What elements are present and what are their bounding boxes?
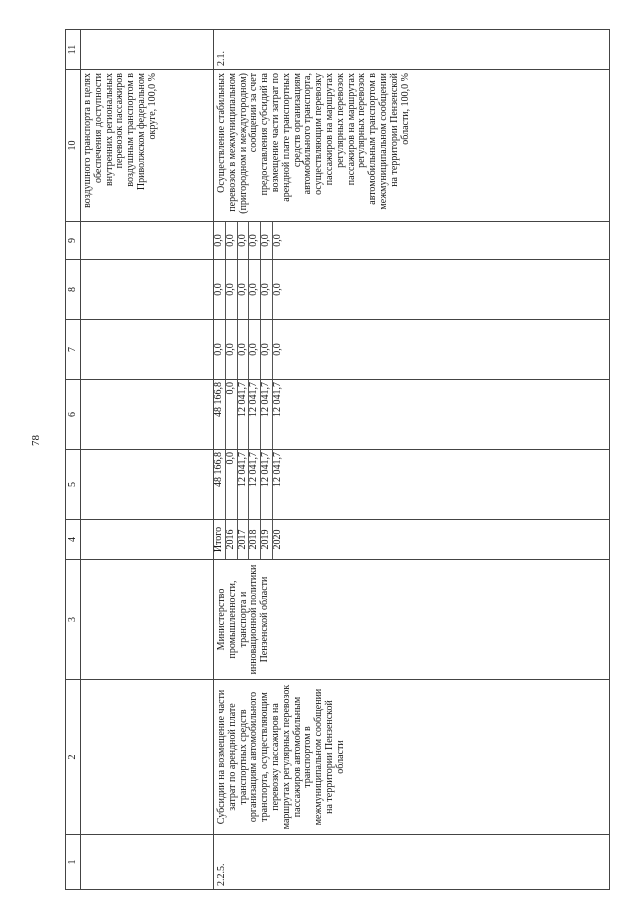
- year-2020: 2020: [271, 529, 283, 550]
- col-num-8: 8: [66, 260, 81, 320]
- total-value: 12 041,7: [271, 452, 283, 487]
- regional-value: 12 041,7: [261, 380, 273, 449]
- col-num-5: 5: [66, 450, 81, 520]
- federal-value: 0,0: [214, 320, 226, 379]
- year-2017: 2017: [238, 520, 250, 559]
- col-num-1: 1: [66, 835, 81, 890]
- federal-value: 0,0: [249, 320, 261, 379]
- years-cell: [214, 520, 610, 560]
- year-2018: 2018: [249, 520, 261, 559]
- other-sources-cell: [214, 222, 610, 260]
- other-value: 0,0: [271, 234, 283, 247]
- regional-value: 48 166,8: [214, 380, 226, 449]
- total-value: 12 041,7: [238, 450, 250, 519]
- regional-value: 0,0: [226, 380, 238, 449]
- local-value: 0,0: [238, 260, 250, 319]
- regional-value: 12 041,7: [249, 380, 261, 449]
- local-value: 0,0: [226, 260, 238, 319]
- col-num-6: 6: [66, 380, 81, 450]
- federal-value: 0,0: [226, 320, 238, 379]
- continued-result-text: воздушного транспорта в целях обеспечения доступности внутренних региональных перевозок пассажиров воздушным транспортом в Приволжском федеральном округе, 100,0 %: [81, 70, 214, 222]
- local-value: 0,0: [271, 283, 283, 296]
- other-value: 0,0: [261, 222, 273, 259]
- other-value: 0,0: [226, 222, 238, 259]
- local-value: 0,0: [214, 260, 226, 319]
- year-2019: 2019: [261, 520, 273, 559]
- total-value: 48 166,8: [214, 450, 226, 519]
- table-row: [214, 30, 610, 890]
- col-num-11: 11: [66, 30, 81, 70]
- federal-value: 0,0: [261, 320, 273, 379]
- federal-budget-cell: [214, 320, 610, 380]
- col-num-10: 10: [66, 70, 81, 222]
- local-value: 0,0: [249, 260, 261, 319]
- continued-row: [81, 30, 214, 890]
- col-num-2: 2: [66, 680, 81, 835]
- executor: Министерство промышленности, транспорта и инновационной политики Пензенской области: [214, 560, 610, 680]
- col-num-9: 9: [66, 222, 81, 260]
- item-number: 2.2.5.: [214, 835, 610, 890]
- other-value: 0,0: [238, 222, 250, 259]
- total-value: 0,0: [226, 450, 238, 519]
- other-value: 0,0: [214, 222, 226, 259]
- other-value: 0,0: [249, 222, 261, 259]
- year-2016: 2016: [226, 520, 238, 559]
- regional-value: 12 041,7: [238, 380, 250, 449]
- year-total: Итого: [214, 520, 226, 559]
- col-num-4: 4: [66, 520, 81, 560]
- regional-value: 12 041,7: [271, 382, 283, 417]
- program-table: [65, 29, 610, 890]
- federal-value: 0,0: [271, 343, 283, 356]
- funding-total-cell: [214, 450, 610, 520]
- indicator-ref: 2.1.: [214, 30, 610, 70]
- col-num-7: 7: [66, 320, 81, 380]
- expected-result: Осуществление стабильных перевозок в межмуниципальном (пригородном и междугородном) сообщении за счет предоставления субсидий на возмещение части затрат по арендной плате транспортных средств организациям автомобильного транспорта, осуществляющим перевозку пассажиров на маршрутах регулярных перевозок пассажиров на маршрутах регулярных перевозок автомобильным транспортом в межмуниципальном сообщении на территории Пензенской области, 100,0 %: [214, 70, 610, 222]
- column-number-row: [66, 30, 81, 890]
- total-value: 12 041,7: [261, 450, 273, 519]
- federal-value: 0,0: [238, 320, 250, 379]
- regional-budget-cell: [214, 380, 610, 450]
- local-value: 0,0: [261, 260, 273, 319]
- page-number: 78: [30, 435, 42, 446]
- total-value: 12 041,7: [249, 450, 261, 519]
- col-num-3: 3: [66, 560, 81, 680]
- measure-description: Субсидии на возмещение части затрат по арендной плате транспортных средств организациям автомобильного транспорта, осуществляющим перевозку пассажиров на маршрутах регулярных перевозок пассажиров автомобильным транспортом в межмуниципальном сообщении на территории Пензенской области: [214, 680, 610, 835]
- local-budget-cell: [214, 260, 610, 320]
- rotated-page: [65, 30, 610, 890]
